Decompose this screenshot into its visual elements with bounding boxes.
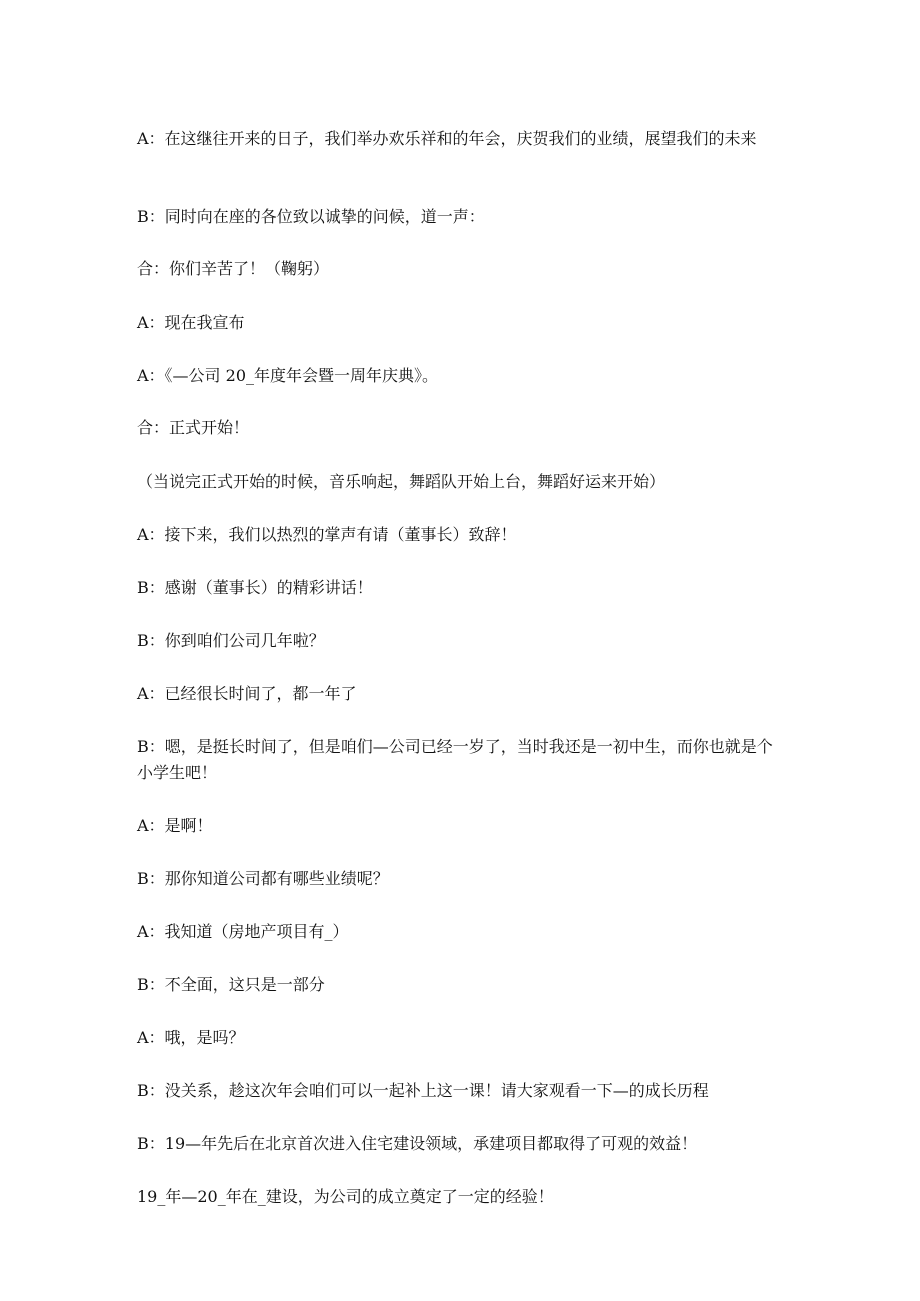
paragraph-14: B：那你知道公司都有哪些业绩呢？ [137,869,389,888]
paragraph-3: 合：你们辛苦了！（鞠躬） [137,259,330,278]
paragraph-13: A：是啊！ [137,816,213,835]
paragraph-9: B：感谢（董事长）的精彩讲话！ [137,578,373,597]
paragraph-15: A：我知道（房地产项目有_） [137,922,349,941]
paragraph-19: B：19—年先后在北京首次进入住宅建设领域，承建项目都取得了可观的效益！ [137,1134,698,1153]
paragraph-20: 19_年—20_年在_建设，为公司的成立奠定了一定的经验！ [137,1187,554,1206]
paragraph-12: B：嗯，是挺长时间了，但是咱们—公司已经一岁了，当时我还是一初中生，而你也就是个小学生吧！ [137,737,773,782]
paragraph-2: B：同时向在座的各位致以诚挚的问候，道一声： [137,207,485,226]
paragraph-4: A：现在我宣布 [137,313,245,332]
paragraph-16: B：不全面，这只是一部分 [137,975,325,994]
paragraph-5: A：《—公司 20_年度年会暨一周年庆典》。 [137,366,439,385]
paragraph-18: B：没关系，趁这次年会咱们可以一起补上这一课！请大家观看一下—的成长历程 [137,1081,709,1100]
paragraph-17: A：哦，是吗？ [137,1028,245,1047]
paragraph-10: B：你到咱们公司几年啦？ [137,631,325,650]
paragraph-8: A：接下来，我们以热烈的掌声有请（董事长）致辞！ [137,525,517,544]
paragraph-11: A：已经很长时间了，都一年了 [137,684,357,703]
paragraph-6: 合：正式开始！ [137,418,250,437]
paragraph-7: （当说完正式开始的时候，音乐响起，舞蹈队开始上台，舞蹈好运来开始） [137,472,666,491]
paragraph-1: A：在这继往开来的日子，我们举办欢乐祥和的年会，庆贺我们的业绩，展望我们的未来 [137,129,757,148]
